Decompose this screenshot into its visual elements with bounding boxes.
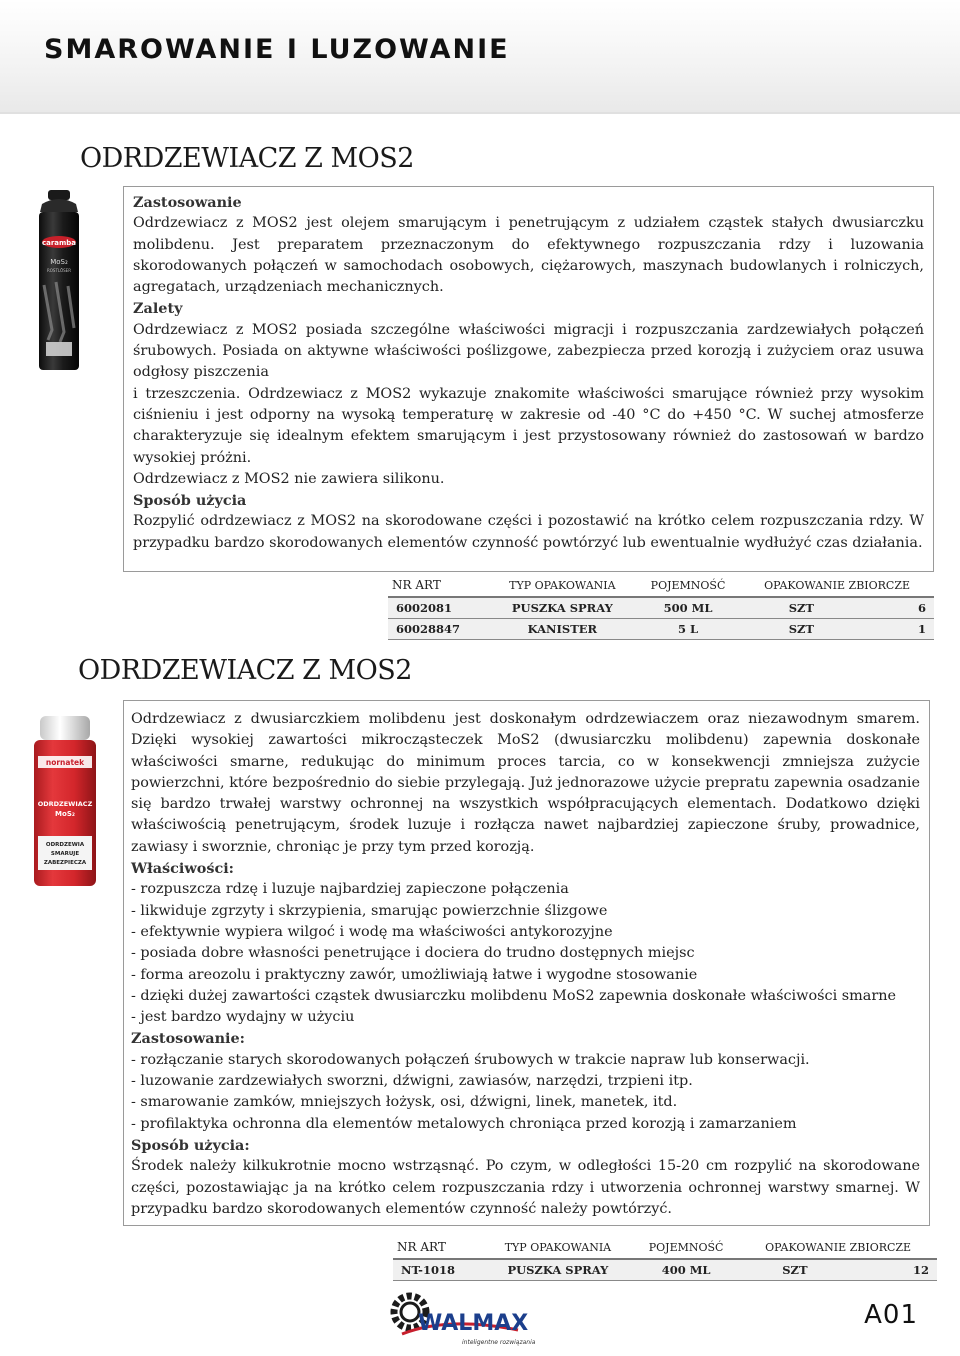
cell-unit: SZT [740, 619, 863, 640]
logo-tagline: inteligentne rozwiązania [462, 1339, 536, 1346]
can-brand-text: nornatek [45, 758, 85, 767]
walmax-logo [388, 1282, 536, 1350]
can-label-line-3: ODRDZEWIA [45, 842, 85, 848]
section-heading: Zastosowanie: [131, 1030, 245, 1048]
table-row [393, 1259, 937, 1281]
section-text: Odrdzewiacz z MOS2 jest olejem smarującym i penetrującym z udziałem cząstek stałych dwusiarczku molibdenu. Jest preparatem przeznaczonym do efektywnego rozpuszczania rdzy i luzowania skorodowanych połączeń w samochodach osobowych, ciężarowych, maszynach budowlanych i rolniczych, agregatach, urządzeniach mechanicznych. [133, 215, 924, 296]
cell-nr-art: 6002081 [388, 597, 489, 619]
table-row [388, 597, 934, 619]
can-label-line-4: SMARUJE [50, 851, 80, 857]
section-heading: Zalety [133, 300, 183, 318]
cell-nr-art: 60028847 [388, 619, 489, 640]
col-header-pojemnosc: POJEMNOŚĆ [648, 1240, 724, 1254]
section-heading: Sposób użycia: [131, 1136, 250, 1154]
cell-unit: SZT [739, 1259, 850, 1281]
list-item: - rozpuszcza rdzę i luzuje najbardziej zapieczone połączenia [131, 881, 569, 898]
section-text: Odrdzewiacz z dwusiarczkiem molibdenu jest doskonałym odrdzewiaczem oraz niezawodnym smarem. Dzięki wysokiej zawartości mikrocząsteczek MoS2 (dwusiarczku molibdenu) zapewnia doskonałe właściwości smarne, redukując do minimum proces tarcia, co w konsekwencji zmniejsza zużycie powierzchni, które bezpośrednio do siebie przylegają. Już jednorazowe użycie prepratu zapewnia osadzanie się bardzo trwałej warstwy ochronnej na wszystkich współpracujących elementach. Dodatkowo dzięki właściwością penetrującym, środek luzuje i rozłącza nawet najbardziej zapieczone śruby, prowadnice, zawiasy i sworznie, chroniąc je przy tym przed korozją. [131, 711, 920, 855]
cell-typ: KANISTER [489, 619, 636, 640]
header-divider [0, 112, 960, 114]
cell-pojemnosc: 5 L [636, 619, 740, 640]
col-header-typ: TYP OPAKOWANIA [509, 578, 616, 592]
table-header-row [393, 1238, 937, 1259]
section-heading: Właściwości: [131, 860, 234, 878]
product-description-2 [123, 700, 930, 1226]
list-item: - profilaktyka ochronna dla elementów metalowych chroniąca przed korozją i zamarzaniem [131, 1115, 797, 1132]
cell-pojemnosc: 400 ML [633, 1259, 739, 1281]
col-header-opakowanie: OPAKOWANIE ZBIORCZE [764, 578, 911, 592]
list-item: - jest bardzo wydajny w użyciu [131, 1009, 355, 1026]
cell-qty: 1 [863, 619, 934, 640]
list-item: - rozłączanie starych skorodowanych połączeń śrubowych w trakcie napraw lub konserwacji. [131, 1051, 810, 1068]
section-text: Odrdzewiacz z MOS2 nie zawiera silikonu. [133, 470, 445, 487]
section-heading: Sposób użycia [133, 492, 247, 510]
list-item: - efektywnie wypiera wilgoć i wodę ma właściwości antykorozyjne [131, 923, 613, 940]
can-label-line-2: MoS₂ [55, 810, 75, 818]
cell-qty: 12 [851, 1259, 937, 1281]
cell-typ: PUSZKA SPRAY [489, 597, 636, 619]
list-item: - likwiduje zgrzyty i skrzypienia, smarując powierzchnie ślizgowe [131, 902, 608, 919]
list-item: - dzięki dużej zawartości cząstek dwusiarczku molibdenu MoS2 zapewnia doskonałe właściwości smarne [131, 987, 897, 1004]
cell-nr-art: NT-1018 [393, 1259, 483, 1281]
product-image-caramba-can [34, 190, 84, 374]
list-item: - luzowanie zardzewiałych sworzni, dźwigni, zawiasów, narzędzi, trzpieni itp. [131, 1073, 693, 1090]
product-image-nornatek-can [24, 712, 106, 890]
can-label-text: MoS₂ [50, 258, 68, 266]
page-code: A01 [864, 1300, 918, 1330]
col-header-nr-art: NR ART [392, 578, 441, 592]
logo-text: WALMAX [418, 1311, 529, 1336]
table-header-row [388, 576, 934, 597]
cell-qty: 6 [863, 597, 934, 619]
cell-pojemnosc: 500 ML [636, 597, 740, 619]
page-title: SMAROWANIE I LUZOWANIE [44, 34, 510, 65]
section-heading: Zastosowanie [133, 194, 242, 211]
can-label-line-1: ODRDZEWIACZ [37, 800, 93, 808]
col-header-nr-art: NR ART [397, 1240, 446, 1254]
list-item: - posiada dobre własności penetrujące i dociera do trudno dostępnych miejsc [131, 945, 695, 962]
cell-typ: PUSZKA SPRAY [483, 1259, 633, 1281]
product-description-1 [123, 186, 934, 572]
can-brand-text: caramba [41, 239, 77, 247]
list-item: - smarowanie zamków, mniejszych łożysk, osi, dźwigni, linek, manetek, itd. [131, 1094, 678, 1111]
product-title-1: ODRDZEWIACZ Z MOS2 [80, 143, 414, 174]
col-header-typ: TYP OPAKOWANIA [504, 1240, 612, 1254]
list-item: - forma areozolu i praktyczny zawór, umożliwiają łatwe i wygodne stosowanie [131, 966, 698, 983]
section-text: Odrdzewiacz z MOS2 posiada szczególne właściwości migracji i rozpuszczania zardzewiałych połączeń śrubowych. Posiada on aktywne właściwości poślizgowe, zabezpiecza przed korozją i zużyciem oraz usuwa odgłosy piszczenia [133, 321, 924, 381]
product-title-2: ODRDZEWIACZ Z MOS2 [78, 655, 412, 686]
section-text: i trzeszczenia. Odrdzewiacz z MOS2 wykazuje znakomite właściwości smarujące również przy wysokim ciśnieniu i jest odporny na wysoką temperaturę w zakresie od -40 °C do +450 °C. W suchej atmosferze charakteryzuje się idealnym efektem smarującym i jest przystosowany również do zastosowań w bardzo wysokiej próżni. [133, 385, 924, 466]
table-row [388, 619, 934, 640]
product-table-2 [393, 1238, 937, 1281]
can-label-line-5: ZABEZPIECZA [43, 860, 87, 866]
can-sub-text: ROSTLÖSER [47, 268, 71, 273]
product-table-1 [388, 576, 934, 640]
col-header-opakowanie: OPAKOWANIE ZBIORCZE [765, 1240, 912, 1254]
cell-unit: SZT [740, 597, 863, 619]
section-text: Rozpylić odrdzewiacz z MOS2 na skorodowane części i pozostawić na krótko celem rozpuszczania rdzy. W przypadku bardzo skorodowanych elementów czynność powtórzyć lub ewentualnie wydłużyć czas działania. [133, 513, 924, 551]
col-header-pojemnosc: POJEMNOŚĆ [650, 578, 726, 592]
section-text: Środek należy kilkukrotnie mocno wstrząsnąć. Po czym, w odległości 15-20 cm rozpylić na skorodowane części, pozostawiając ja na krótko celem rozpuszczania rdzy i utworzenia ochronnej warstwy smarnej. W przypadku bardzo skorodowanych elementów czynność należy powtórzyć. [131, 1158, 920, 1217]
